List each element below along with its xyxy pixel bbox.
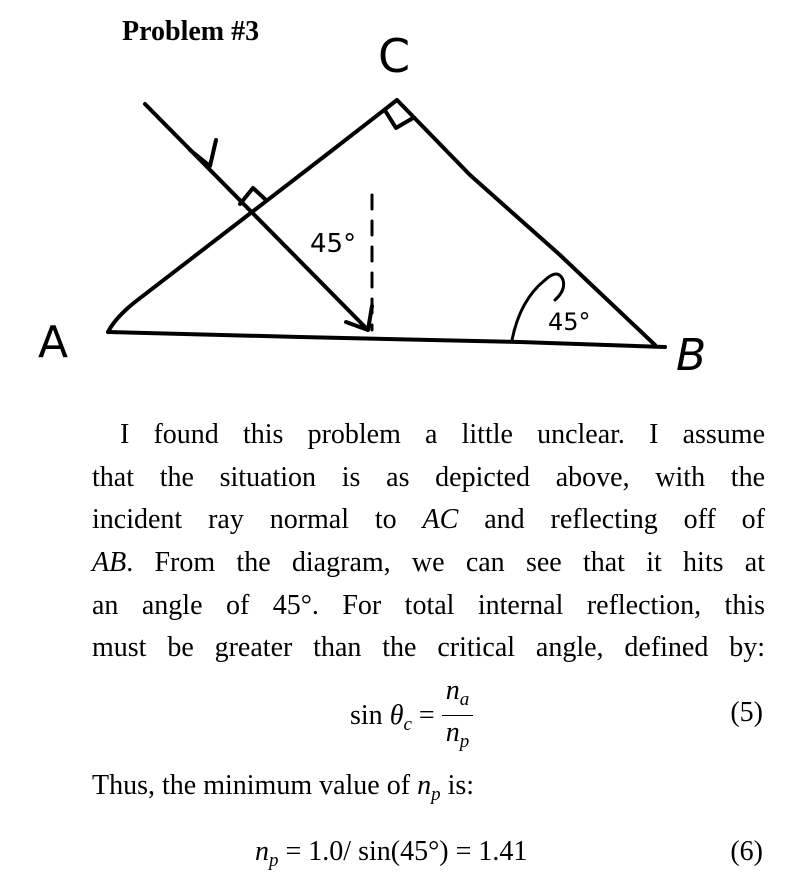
n: n bbox=[445, 717, 460, 748]
text: and reflecting off of bbox=[484, 504, 765, 535]
n: n bbox=[255, 836, 269, 867]
n: n bbox=[417, 770, 432, 801]
fraction bbox=[442, 676, 474, 759]
arrow-head-top bbox=[190, 140, 216, 166]
label-incident-angle: 45° bbox=[310, 229, 357, 259]
thus-line bbox=[92, 770, 474, 806]
n: n bbox=[445, 675, 460, 706]
sub-c: c bbox=[403, 713, 412, 735]
segment-ab: AB bbox=[92, 547, 127, 578]
equation-number-5: (5) bbox=[730, 697, 763, 728]
paragraph-line: an angle of 45°. For total internal reflection, this bbox=[92, 590, 765, 621]
equation-5 bbox=[350, 676, 473, 759]
paragraph-line: that the situation is as depicted above, with the bbox=[92, 462, 765, 493]
text: incident ray normal to bbox=[92, 504, 397, 535]
text: is: bbox=[447, 770, 475, 801]
sub-p: p bbox=[269, 850, 279, 871]
equation-number-6: (6) bbox=[730, 836, 763, 867]
paragraph-line bbox=[92, 546, 765, 580]
paragraph-line: I found this problem a little unclear. I assume bbox=[120, 419, 765, 450]
label-a: A bbox=[38, 317, 69, 368]
paragraph-line: must be greater than the critical angle, defined by: bbox=[92, 632, 765, 663]
problem-title: Problem #3 bbox=[122, 16, 260, 47]
paragraph-line bbox=[92, 503, 765, 537]
equation-6 bbox=[255, 836, 527, 872]
sub-p: p bbox=[459, 731, 470, 752]
text: . From the diagram, we can see that it hits at bbox=[126, 547, 765, 578]
text: Thus, the minimum value of bbox=[92, 770, 411, 801]
sub-a: a bbox=[459, 689, 470, 710]
label-c: C bbox=[378, 29, 411, 83]
label-b: B bbox=[676, 330, 707, 381]
incident-ray bbox=[145, 104, 368, 330]
sin: sin bbox=[350, 699, 383, 731]
side-ac bbox=[108, 100, 397, 332]
right-angle-ray bbox=[240, 188, 266, 204]
theta: θ bbox=[389, 699, 404, 731]
sub-p: p bbox=[431, 784, 441, 805]
equals: = bbox=[418, 699, 435, 731]
expression: = 1.0/ sin(45°) = 1.41 bbox=[285, 836, 528, 867]
label-angle-b: 45° bbox=[548, 308, 591, 336]
segment-ac: AC bbox=[422, 504, 459, 535]
prism-diagram bbox=[0, 0, 785, 390]
side-cb bbox=[397, 100, 655, 345]
